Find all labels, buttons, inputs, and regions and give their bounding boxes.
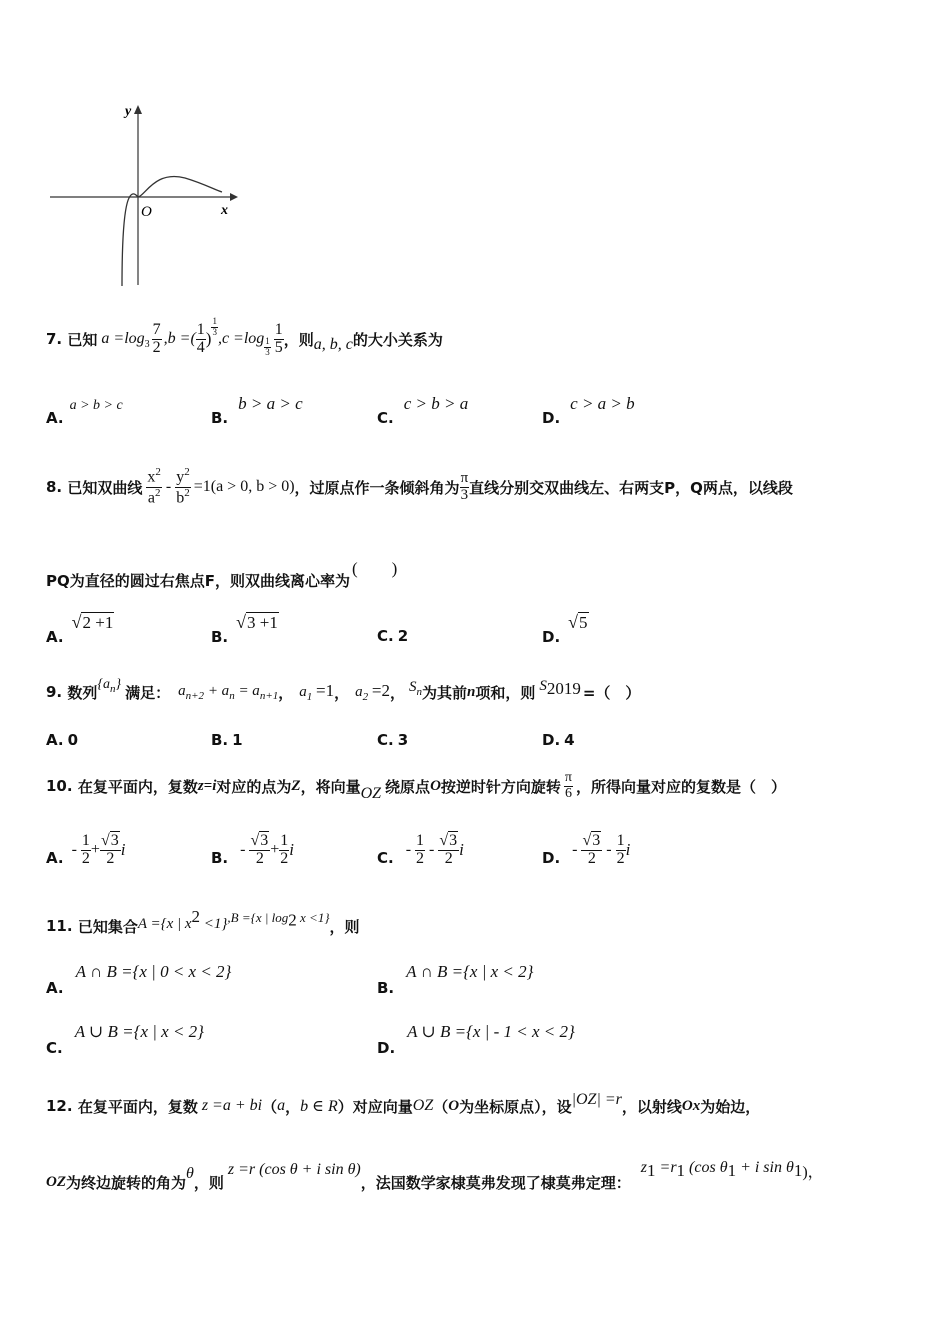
q9-end: =（ ） (582, 683, 641, 702)
q9-option-a-letter[interactable]: A. (46, 731, 64, 749)
x-axis-label: x (221, 203, 228, 218)
q9-number: 9. (46, 683, 63, 701)
origin-label: O (141, 204, 152, 220)
q10-text6: ，所得向量对应的复数是（ ） (576, 777, 787, 796)
q8-equation: $\frac{x^2}{a^2}$ - $\frac{y^2}{b^2}$ =1(a > 0, b > 0) (147, 466, 295, 506)
q10-option-a-letter[interactable]: A. (46, 849, 64, 867)
q11-options (46, 962, 746, 1062)
q9-option-b[interactable]: 1 (232, 731, 243, 749)
q11-number: 11. (46, 917, 73, 935)
q11-option-b-letter[interactable]: B. (377, 979, 395, 997)
q9-n: n (467, 683, 476, 700)
q9-seq: $\{a_n\}$ (97, 677, 122, 695)
x-axis-arrow (230, 193, 238, 201)
q7-option-b-letter[interactable]: B. (211, 409, 229, 427)
q9-option-c-letter[interactable]: C. (377, 731, 394, 749)
q8-line2: PQ为直径的圆过右焦点F，则双曲线离心率为 (46, 571, 350, 590)
q12-t4: ）对应向量 (337, 1097, 413, 1116)
q10-text2: 对应的点为 (216, 777, 292, 796)
q8-option-a-letter[interactable]: A. (46, 628, 64, 646)
q11-option-a-letter[interactable]: A. (46, 979, 64, 997)
q7-option-b[interactable]: b > a > c (238, 394, 303, 413)
q12-polar: z =r (cos θ + i sin θ) (227, 1161, 361, 1178)
q12-t3: ， (285, 1097, 301, 1116)
q10-option-b[interactable]: - $\frac{√3}{2}$ + $\frac{1}{2}$ i (240, 831, 295, 867)
q7-number: 7. (46, 330, 63, 348)
q10-text5: 按逆时针方向旋转 (440, 777, 561, 796)
q10-text1: 在复平面内，复数 (77, 777, 198, 796)
q12-t8: 为始边， (700, 1097, 761, 1116)
q8-option-d-letter[interactable]: D. (542, 628, 561, 646)
q12-t5: （ (433, 1097, 449, 1116)
q9-option-a[interactable]: 0 (67, 731, 79, 749)
q9-a2: $a_2 =2$ (355, 681, 390, 703)
q9-s2019: $S_{2019}$ (539, 677, 581, 698)
q8-prefix: 已知双曲线 (67, 478, 143, 497)
q12-close: )， (802, 1163, 824, 1181)
q7-option-d[interactable]: c > a > b (570, 394, 635, 413)
q11-option-a[interactable]: A ∩ B ={x | 0 < x < 2} (75, 962, 232, 981)
q11-option-d-letter[interactable]: D. (377, 1039, 396, 1057)
q8-stem-line2 (46, 550, 397, 590)
q7-option-a[interactable]: a > b > c (69, 398, 123, 413)
q11-prefix: 已知集合 (77, 917, 138, 936)
q9-sntext: 为其前 (421, 683, 467, 702)
q9-option-b-letter[interactable]: B. (211, 731, 229, 749)
q7-option-c-letter[interactable]: C. (377, 409, 394, 427)
q7-prefix: 已知 (67, 330, 98, 349)
q8-angle: $\frac{\pi}{3}$ (460, 469, 469, 503)
q7-option-c[interactable]: c > b > a (403, 394, 469, 413)
q11-option-c[interactable]: A ∪ B ={x | x < 2} (74, 1022, 204, 1041)
q12-t7: ，以射线 (621, 1097, 682, 1116)
q9-recurrence: $a_{n+2} + a_n = a_{n+1}$ (178, 682, 279, 702)
q9-a1: $a_1 =1$ (299, 681, 335, 703)
q9-options (46, 730, 746, 754)
q11-suffix: ，则 (329, 917, 360, 936)
q11-set-a: A ={x | $x^2 <1$} (137, 907, 228, 932)
q12-stem-line2 (46, 1154, 824, 1194)
q7-vars: a, b, c (313, 336, 353, 353)
q7-stem (46, 314, 443, 364)
function-graph (45, 100, 245, 290)
q7-option-d-letter[interactable]: D. (542, 409, 561, 427)
q10-text3: ，将向量 (300, 777, 361, 796)
q8-stem (46, 452, 793, 522)
q12-O: O (448, 1097, 460, 1114)
q8-option-b[interactable]: √3 +1 (236, 612, 278, 632)
q11-set-b: ,B ={x | $\log_2 x <1$} (227, 909, 330, 930)
q10-Z: Z (291, 777, 301, 794)
q10-option-d-letter[interactable]: D. (542, 849, 561, 867)
q12-demoivre: $z_1 =r_1$ (cos $\theta_1 + i$ $\sin \theta_1$ (640, 1158, 803, 1181)
q12-l2b: 为终边旋转的角为 (66, 1173, 187, 1192)
q10-stem (46, 764, 786, 808)
q9-sn: $S_n$ (408, 678, 422, 698)
q12-theta: θ (186, 1165, 194, 1182)
q12-z: z =a + bi (201, 1097, 263, 1114)
q12-a: a (277, 1097, 286, 1114)
q8-number: 8. (46, 478, 63, 496)
q9-option-d-letter[interactable]: D. (542, 731, 561, 749)
q10-option-c-letter[interactable]: C. (377, 849, 394, 867)
q10-options (46, 824, 746, 876)
q10-O: O (430, 777, 441, 794)
q9-option-c[interactable]: 3 (397, 731, 409, 749)
q12-bR: b ∈ R (300, 1098, 338, 1115)
y-axis-arrow (134, 105, 142, 114)
q11-stem (46, 904, 360, 948)
q8-option-a[interactable]: √2 +1 (71, 612, 114, 632)
q7-option-a-letter[interactable]: A. (46, 409, 64, 427)
q12-stem (46, 1086, 760, 1126)
q12-oz: OZ (412, 1097, 434, 1114)
q10-text4: 绕原点 (385, 777, 431, 796)
q8-mid: ，过原点作一条倾斜角为 (294, 478, 460, 497)
q10-oz: OZ (360, 785, 382, 802)
q9-prefix: 数列 (67, 683, 98, 702)
q8-option-b-letter[interactable]: B. (211, 628, 229, 646)
q12-mod: |OZ| =r (571, 1091, 622, 1108)
q12-t1: 在复平面内，复数 (77, 1097, 198, 1116)
q11-option-b[interactable]: A ∩ B ={x | x < 2} (406, 962, 534, 981)
q8-rest: 直线分别交双曲线左、右两支P，Q两点，以线段 (469, 478, 793, 497)
q10-number: 10. (46, 777, 73, 795)
q7-options (46, 394, 746, 427)
q10-z: z=i (197, 777, 217, 794)
q8-options (46, 612, 746, 652)
q9-tail: 项和，则 (475, 683, 536, 702)
q8-option-d[interactable]: √5 (568, 612, 588, 632)
q11-option-d[interactable]: A ∪ B ={x | - 1 < x < 2} (407, 1022, 575, 1041)
q7-expr: a =log $_3$ $\frac{7}{2}$ ,b =( $\frac{1}{4}$ ) $\frac{1}{3}$ ,c =log $\frac{1}{3}$ $\frac{1}{5}$ (101, 316, 283, 357)
q7-suffix1: ，则 (283, 330, 314, 349)
q12-Ox: Ox (681, 1097, 701, 1114)
q10-option-b-letter[interactable]: B. (211, 849, 229, 867)
curve (122, 176, 222, 286)
q10-angle: $\frac{\pi}{6}$ (564, 769, 572, 801)
q12-t2: （ (262, 1097, 278, 1116)
q12-oz2: OZ (46, 1173, 66, 1190)
q12-l2c: ，则 (193, 1173, 224, 1192)
q12-t6: 为坐标原点），设 (459, 1097, 572, 1116)
q10-option-c[interactable]: - $\frac{1}{2}$ - $\frac{√3}{2}$ i (405, 831, 464, 867)
q9-option-d[interactable]: 4 (564, 731, 575, 749)
q7-suffix2: 的大小关系为 (352, 330, 443, 349)
q12-l2d: ，法国数学家棣莫弗发现了棣莫弗定理： (360, 1173, 631, 1192)
q9-stem: 9. 数列 $\{a_n\}$ 满足： $a_{n+2} + a_n = a_{n+1}$ ， $a_1 =1$ ， $a_2 =2$ ， $S_n$ 为其前 n 项和，则 $S_{2019}$ =（ ） (46, 677, 641, 703)
q9-mid: 满足： (125, 683, 171, 702)
q11-option-c-letter[interactable]: C. (46, 1039, 63, 1057)
y-axis-label: y (125, 104, 132, 119)
q8-option-c-letter[interactable]: C. (377, 627, 394, 645)
q10-option-a[interactable]: - $\frac{1}{2}$ + $\frac{√3}{2}$ i (71, 831, 126, 867)
q8-paren: ( ) (352, 558, 398, 578)
q10-option-d[interactable]: - $\frac{√3}{2}$ - $\frac{1}{2}$ i (572, 831, 631, 867)
q8-option-c[interactable]: 2 (397, 627, 409, 645)
q12-number: 12. (46, 1097, 73, 1115)
